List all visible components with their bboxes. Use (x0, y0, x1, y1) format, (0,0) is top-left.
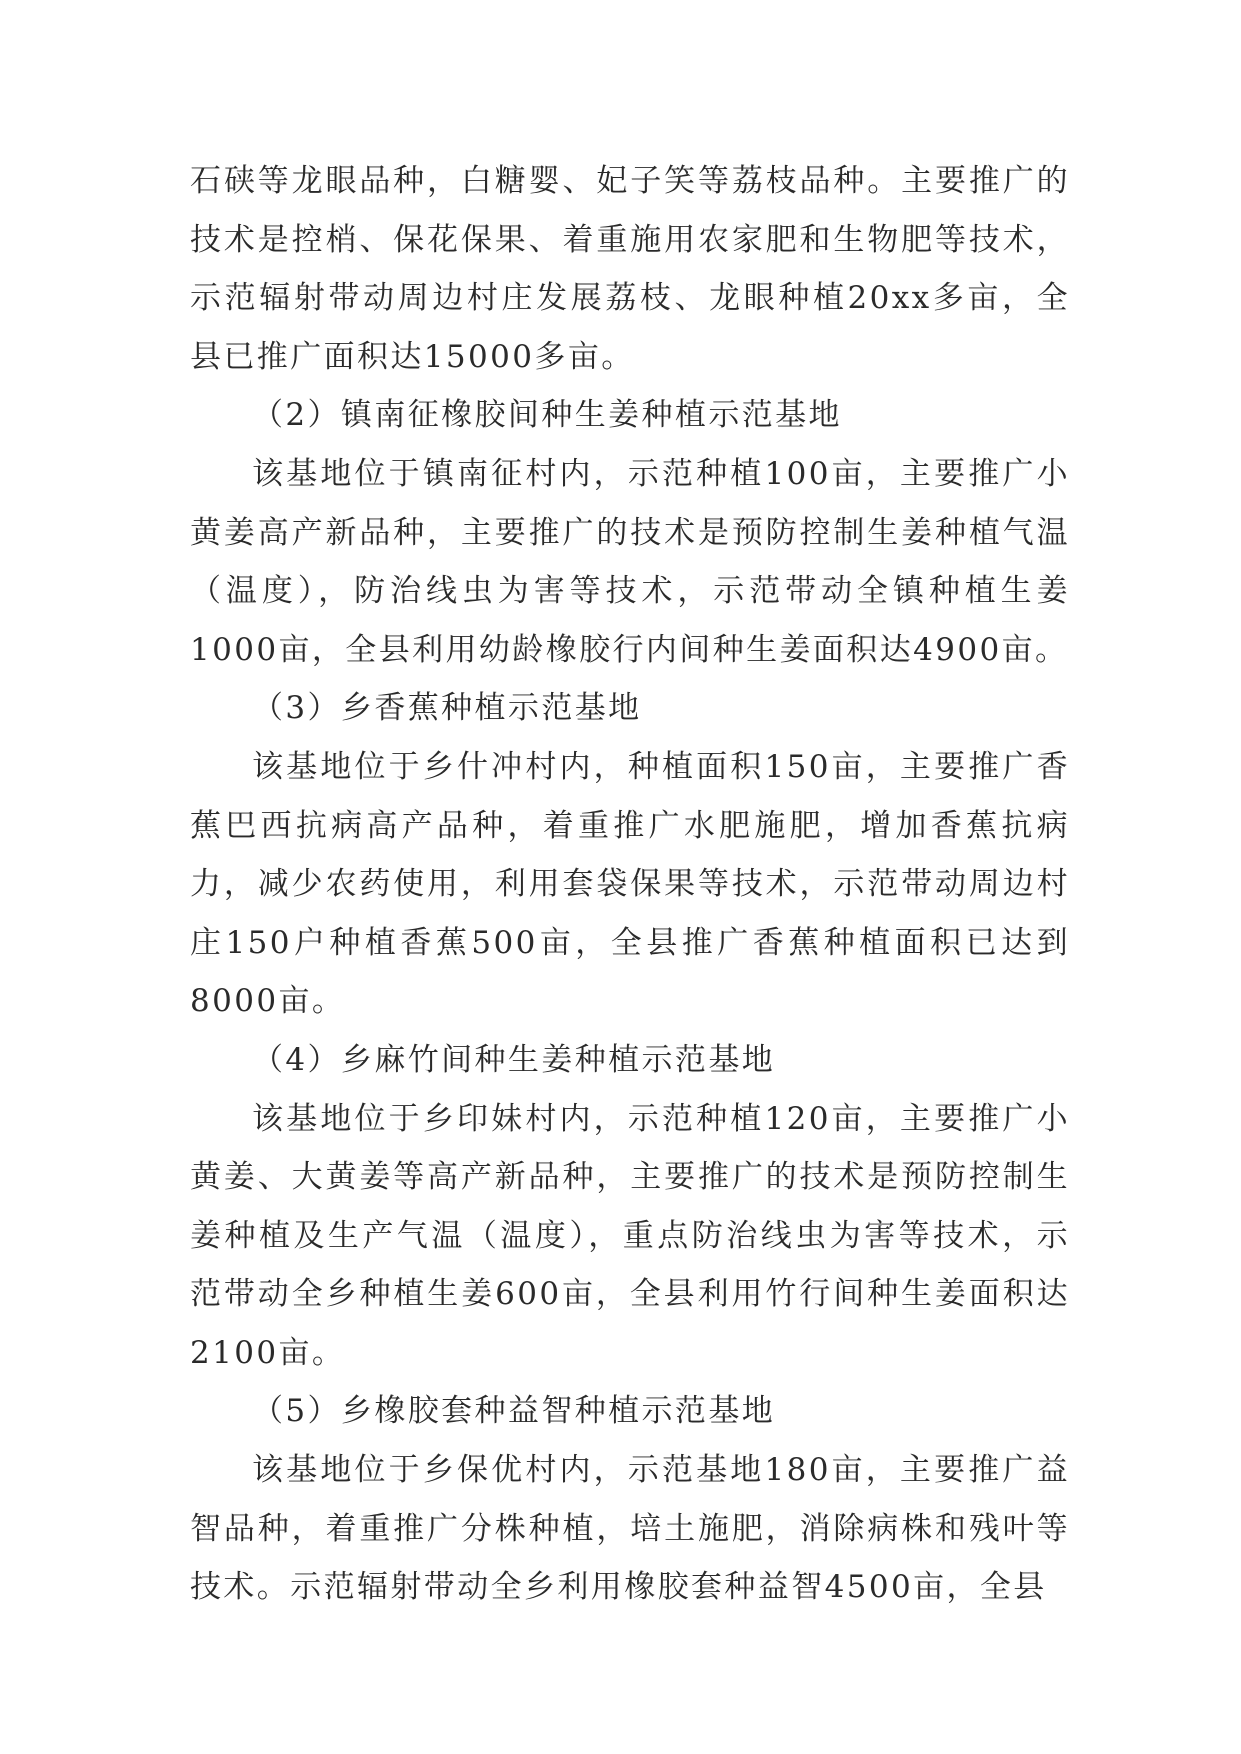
paragraph-item-5: 该基地位于乡保优村内，示范基地180亩，主要推广益智品种，着重推广分株种植，培土施肥，消除病株和残叶等技术。示范辐射带动全乡利用橡胶套种益智4500亩，全县 (190, 1452, 1070, 1606)
paragraph-item-2: 该基地位于镇南征村内，示范种植100亩，主要推广小黄姜高产新品种，主要推广的技术是预防控制生姜种植气温（温度），防治线虫为害等技术，示范带动全镇种植生姜1000亩，全县利用幼龄橡胶行内间种生姜面积达4900亩。 (190, 455, 1070, 668)
heading-item-2: （2）镇南征橡胶间种生姜种植示范基地 (252, 397, 842, 434)
document-page (190, 152, 1070, 1617)
heading-item-5: （5）乡橡胶套种益智种植示范基地 (252, 1393, 776, 1430)
heading-item-4: （4）乡麻竹间种生姜种植示范基地 (252, 1041, 776, 1078)
paragraph-item-3: 该基地位于乡什冲村内，种植面积150亩，主要推广香蕉巴西抗病高产品种，着重推广水肥施肥，增加香蕉抗病力，减少农药使用，利用套袋保果等技术，示范带动周边村庄150户种植香蕉500亩，全县推广香蕉种植面积已达到8000亩。 (190, 748, 1070, 1020)
paragraph-longan-lychee-continued: 石硖等龙眼品种，白糖婴、妃子笑等荔枝品种。主要推广的技术是控梢、保花保果、着重施用农家肥和生物肥等技术，示范辐射带动周边村庄发展荔枝、龙眼种植20xx多亩，全县已推广面积达15000多亩。 (190, 163, 1070, 375)
heading-item-3: （3）乡香蕉种植示范基地 (252, 690, 642, 727)
paragraph-item-4: 该基地位于乡印妹村内，示范种植120亩，主要推广小黄姜、大黄姜等高产新品种，主要推广的技术是预防控制生姜种植及生产气温（温度），重点防治线虫为害等技术，示范带动全乡种植生姜600亩，全县利用竹行间种生姜面积达2100亩。 (190, 1100, 1070, 1371)
